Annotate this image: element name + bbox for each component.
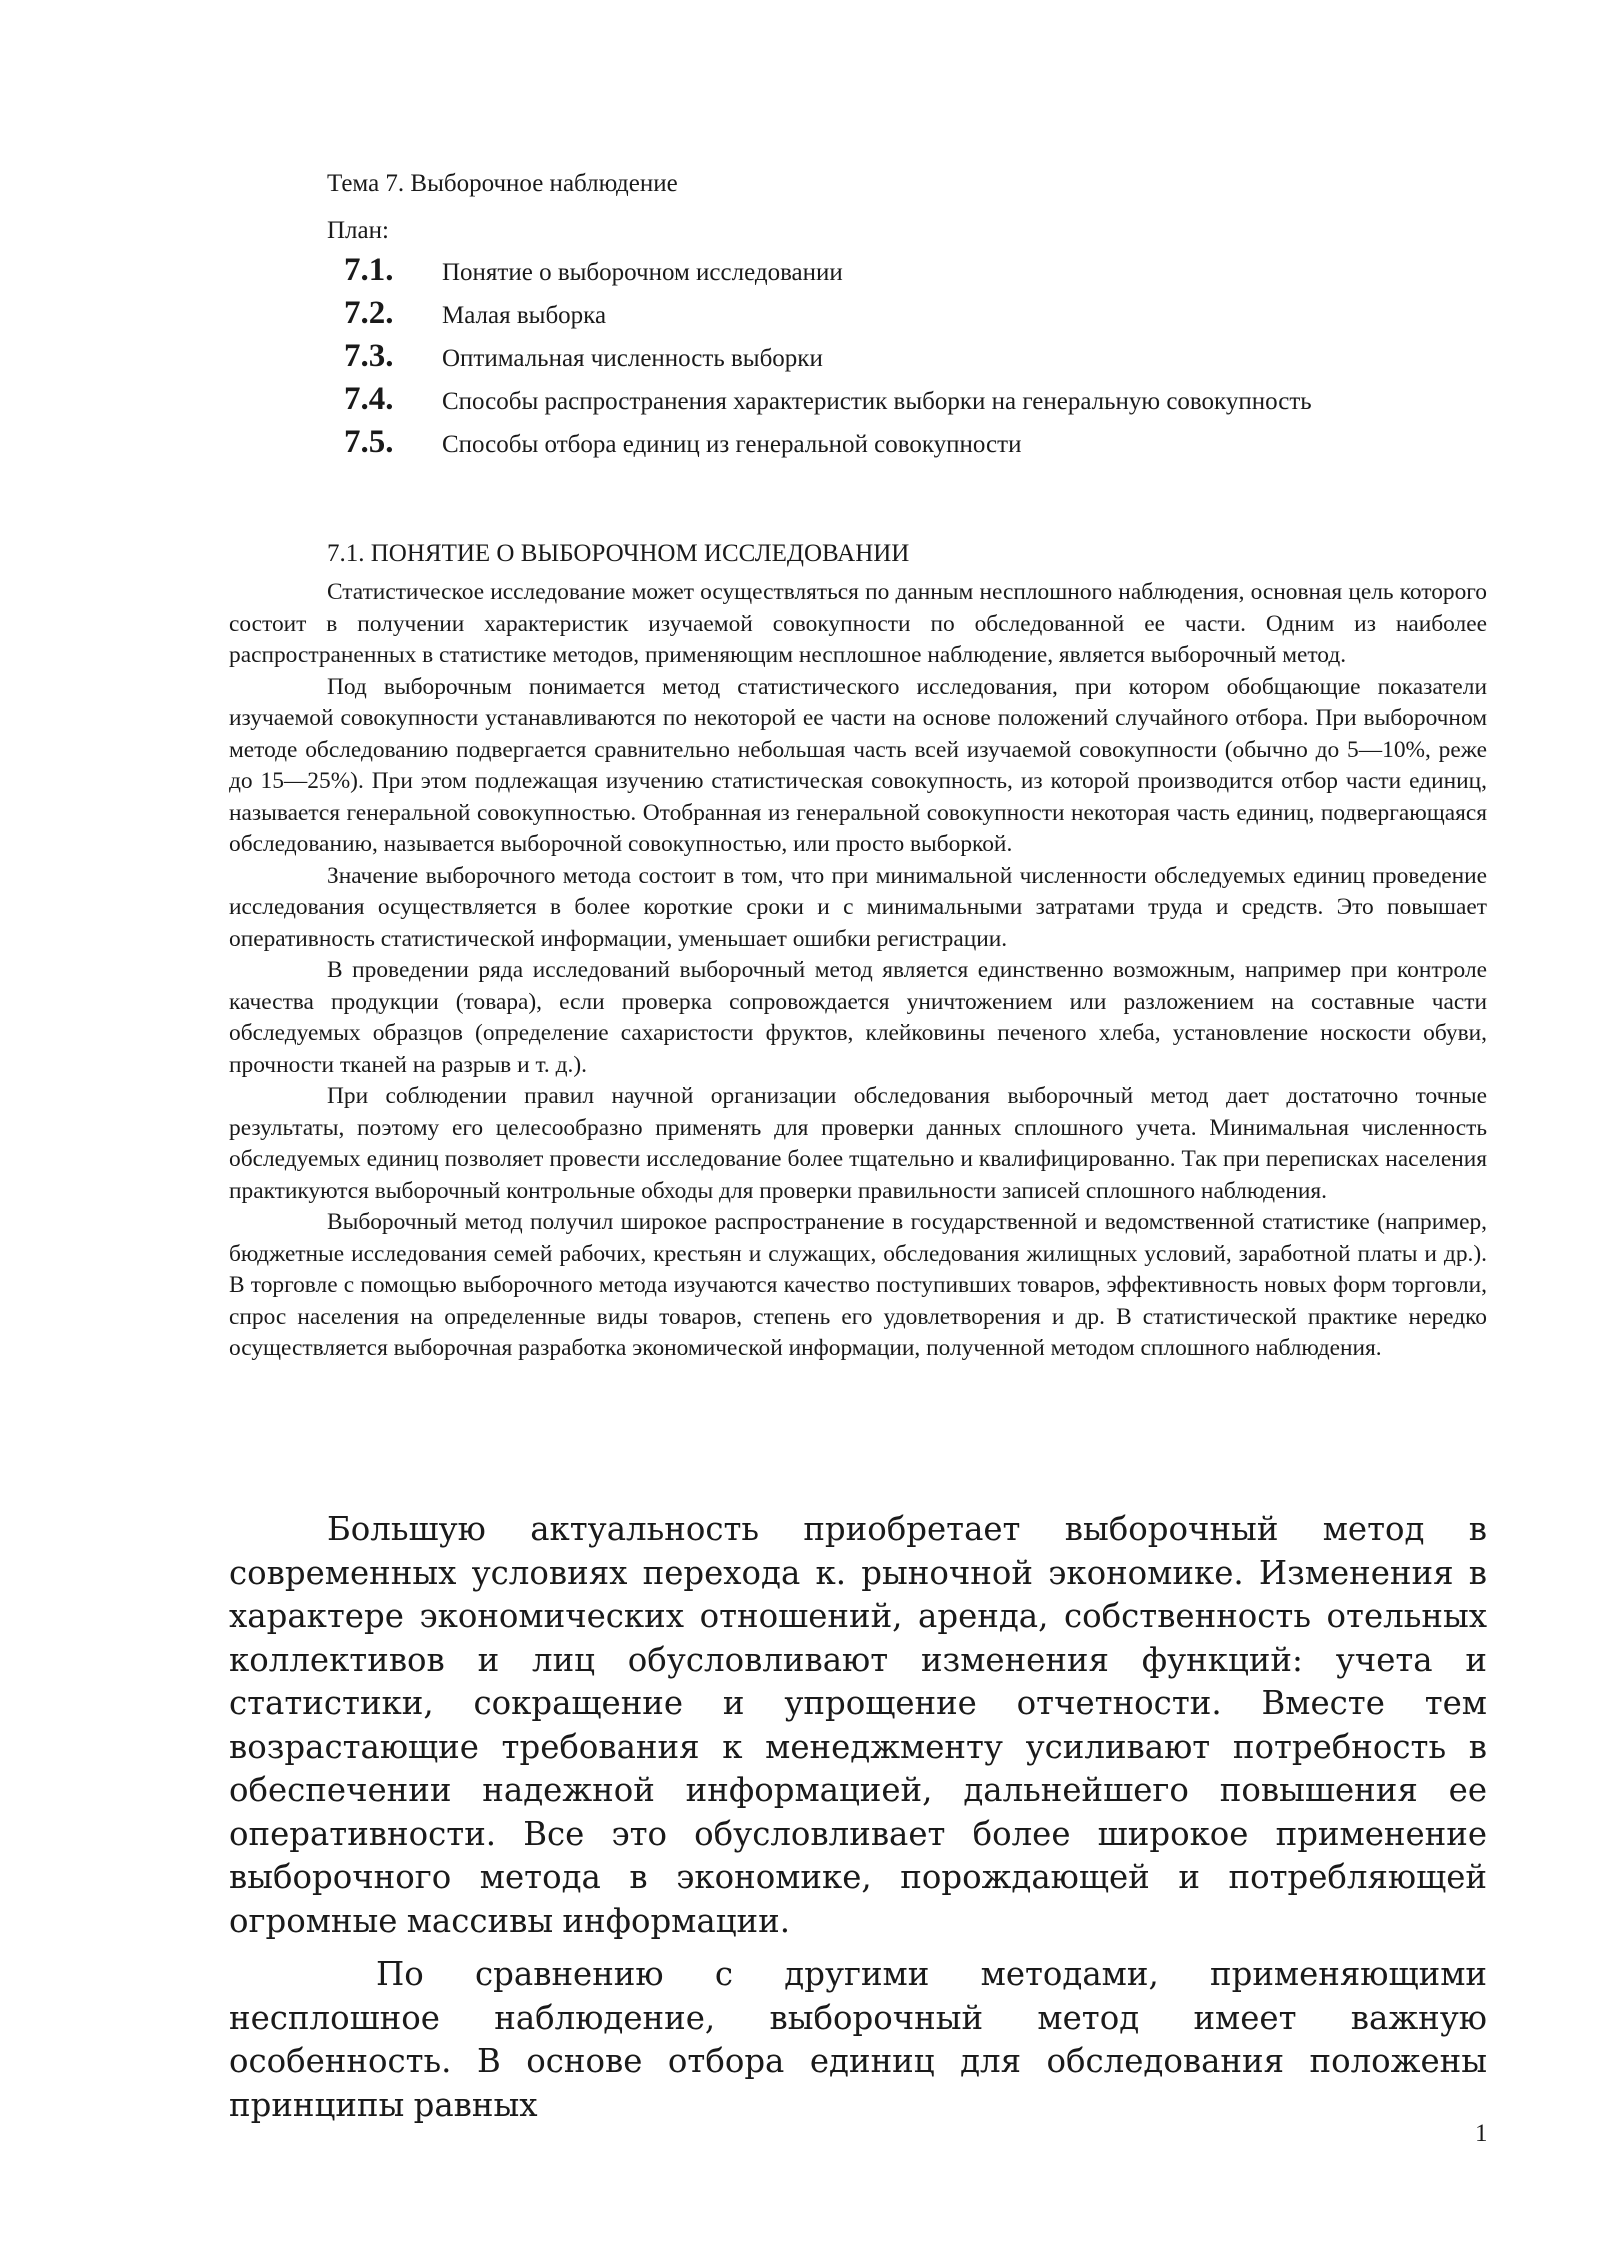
plan-item-number: 7.5. — [344, 424, 394, 460]
plan-item-text: Малая выборка — [442, 302, 607, 329]
plan-item — [344, 422, 1494, 465]
plan-item-text: Оптимальная численность выборки — [442, 345, 823, 372]
plan-item-text: Способы распространения характеристик выборки на генеральную совокупность — [442, 388, 1312, 415]
plan-item — [344, 250, 1494, 293]
paragraph: Выборочный метод получил широкое распространение в государственной и ведомственной статистике (например, бюджетные исследования семей рабочих, крестьян и служащих, обследования жилищных условий, заработной платы и др.). В торговле с помощью выборочного метода изучаются качество поступивших товаров, эффективность новых форм торговли, спрос населения на определенные виды товаров, степень его удовлетворения и др. В статистической практике нередко осуществляется выборочная разработка экономической информации, полученной методом сплошного наблюдения. — [229, 1209, 1487, 1361]
plan-item — [344, 379, 1494, 422]
paragraph: В проведении ряда исследований выборочный метод является единственно возможным, например при контроле качества продукции (товара), если проверка сопровождается уничтожением или разложением на составные части обследуемых образцов (определение сахаристости фруктов, клейковины печеного хлеба, установление носкости обуви, прочности тканей на разрыв и т. д.). — [229, 957, 1487, 1078]
plan-item-number: 7.3. — [344, 338, 394, 374]
paragraph: Значение выборочного метода состоит в том, что при минимальной численности обследуемых единиц проведение исследования осуществляется в более короткие сроки и с минимальными затратами труда и средств. Это повышает оперативность статистической информации, уменьшает ошибки регистрации. — [229, 862, 1487, 952]
paragraph: Под выборочным понимается метод статистического исследования, при котором обобщающие показатели изучаемой совокупности устанавливаются по некоторой ее части на основе положений случайного отбора. При выборочном методе обследованию подвергается сравнительно небольшая часть всей изучаемой совокупности (обычно до 5—10%, реже до 15—25%). При этом подлежащая изучению статистическая совокупность, из которой производится отбор части единиц, называется генеральной совокупностью. Отобранная из генеральной совокупности некоторая часть единиц, подвергающаяся обследованию, называется выборочной совокупностью, или просто выборкой. — [229, 673, 1487, 857]
page-number: 1 — [1475, 2120, 1488, 2147]
plan-item-text: Понятие о выборочном исследовании — [442, 259, 843, 286]
paragraph: По сравнению с другими методами, применяющими несплошное наблюдение, выборочный метод имеет важную особенность. В основе отбора единиц для обследования положены принципы равных — [229, 1955, 1487, 2124]
document-title: Тема 7. Выборочное наблюдение — [327, 170, 678, 197]
plan-item — [344, 293, 1494, 336]
plan-list — [344, 250, 1494, 465]
paragraph: При соблюдении правил научной организации обследования выборочный метод дает достаточно точные результаты, поэтому его целесообразно применять для проверки данных сплошного учета. Минимальная численность обследуемых единиц позволяет провести исследование более тщательно и квалифицированно. Так при переписках населения практикуются выборочный контрольные обходы для проверки правильности записей сплошного наблюдения. — [229, 1083, 1487, 1204]
plan-label: План: — [327, 217, 389, 244]
paragraph: Большую актуальность приобретает выборочный метод в современных условиях перехода к. рыночной экономике. Изменения в характере экономических отношений, аренда, собственность отельных коллективов и лиц обусловливают изменения функций: учета и статистики, сокращение и упрощение отчетности. Вместе тем возрастающие требования к менеджменту усиливают потребность в обеспечении надежной информацией, дальнейшего повышения ее оперативности. Все это обусловливает более широкое применение выборочного метода в экономике, порождающей и потребляющей огромные массивы информации. — [229, 1510, 1487, 1940]
plan-item-number: 7.1. — [344, 252, 394, 288]
plan-item-number: 7.2. — [344, 295, 394, 331]
plan-item-number: 7.4. — [344, 381, 394, 417]
section-heading: 7.1. ПОНЯТИЕ О ВЫБОРОЧНОМ ИССЛЕДОВАНИИ — [327, 540, 910, 567]
body-text — [229, 577, 1487, 1365]
plan-item-text: Способы отбора единиц из генеральной совокупности — [442, 431, 1022, 458]
body-text-large — [229, 1508, 1487, 2127]
plan-item — [344, 336, 1494, 379]
paragraph: Статистическое исследование может осуществляться по данным несплошного наблюдения, основная цель которого состоит в получении характеристик изучаемой совокупности по обследованной ее части. Одним из наиболее распространенных в статистике методов, применяющим несплошное наблюдение, является выборочный метод. — [229, 579, 1487, 668]
